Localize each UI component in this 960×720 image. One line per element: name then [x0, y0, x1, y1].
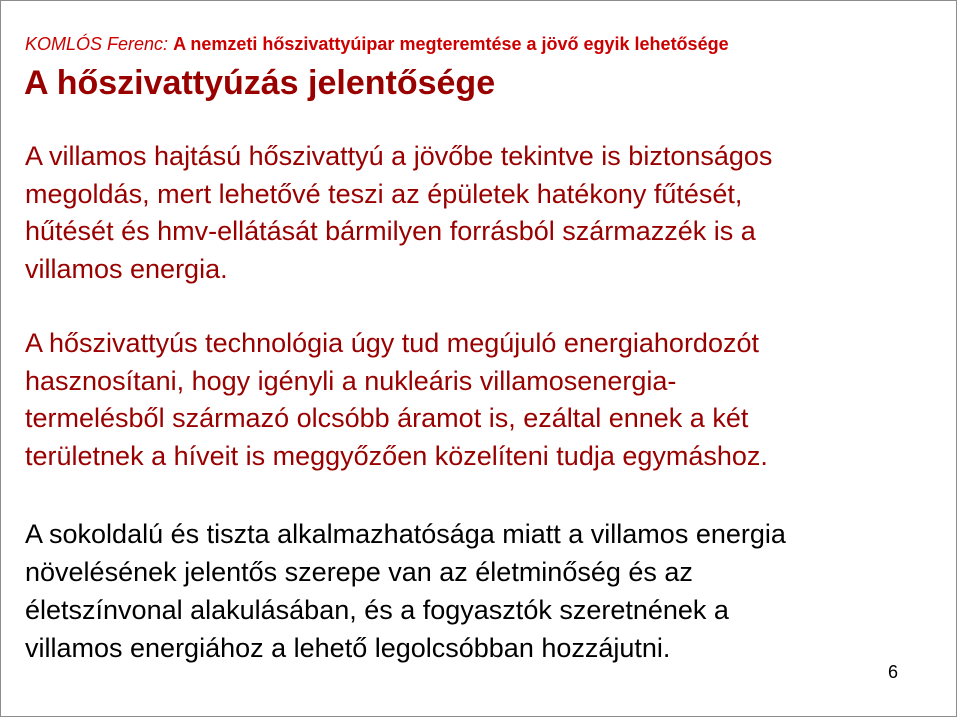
paragraph-line: megoldás, mert lehetővé teszi az épületek hatékony fűtését,: [25, 178, 743, 209]
paragraph-line: A hőszivattyús technológia úgy tud megújuló energiahordozót: [25, 328, 759, 358]
paragraph-line: növelésének jelentős szerepe van az életminőség és az: [25, 557, 693, 587]
paragraph-line: termelésből származó olcsóbb áramot is, ezáltal ennek a két: [25, 403, 749, 433]
paragraph-line: villamos energiához a lehető legolcsóbban hozzájutni.: [25, 633, 671, 663]
paragraph-1: [25, 138, 772, 288]
paragraph-line: hasznosítani, hogy igényli a nukleáris villamosenergia-: [25, 365, 677, 396]
slide-header: [25, 33, 729, 55]
slide-title: A hőszivattyúzás jelentősége: [24, 64, 496, 102]
header-author: KOMLÓS Ferenc:: [25, 34, 169, 54]
paragraph-line: A sokoldalú és tiszta alkalmazhatósága miatt a villamos energia: [25, 519, 786, 549]
paragraph-line: A villamos hajtású hőszivattyú a jövőbe tekintve is biztonságos: [25, 141, 773, 171]
paragraph-3: [25, 515, 786, 667]
paragraph-2: [25, 325, 768, 475]
paragraph-line: területnek a híveit is meggyőzően közelíteni tudja egymáshoz.: [25, 440, 768, 471]
paragraph-line: villamos energia.: [25, 253, 228, 284]
paragraph-line: életszínvonal alakulásában, és a fogyasztók szeretnének a: [25, 595, 729, 625]
header-topic: A nemzeti hőszivattyúipar megteremtése a jövő egyik lehetősége: [173, 34, 729, 54]
page-number: 6: [888, 662, 899, 682]
paragraph-line: hűtését és hmv-ellátását bármilyen forrásból származzék is a: [25, 216, 756, 246]
